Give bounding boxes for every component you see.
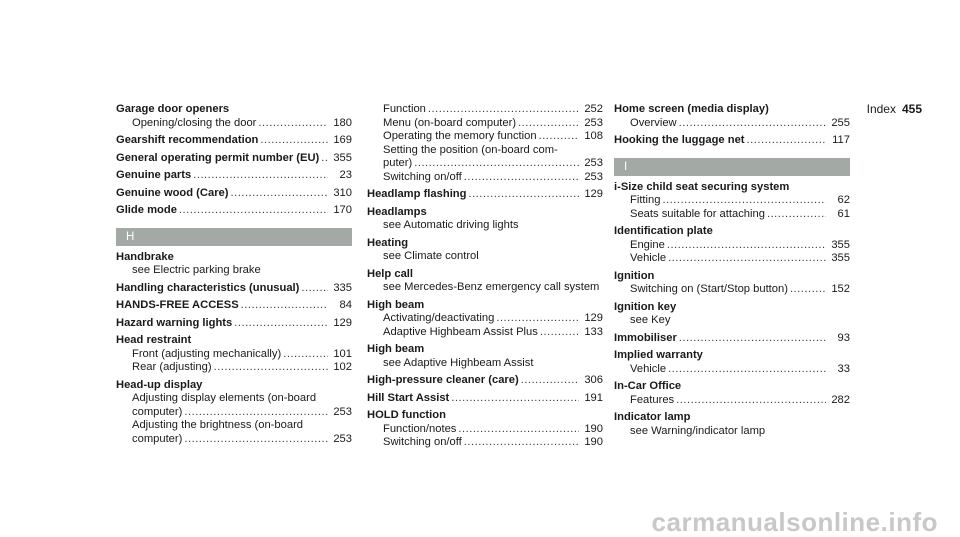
index-entry <box>116 169 352 183</box>
index-entry <box>614 332 850 346</box>
entry-label: Handling characteristics (unusual) <box>116 281 300 294</box>
page-ref[interactable]: 253 <box>333 405 352 418</box>
page-ref[interactable]: 253 <box>584 170 603 183</box>
index-entry <box>367 343 603 370</box>
page-ref[interactable]: 129 <box>333 316 352 329</box>
index-entry <box>116 379 352 447</box>
entry-label: Activating/deactivating <box>383 312 495 324</box>
entry-heading: Ignition <box>614 269 655 282</box>
index-entry <box>367 188 603 202</box>
page-ref[interactable]: 101 <box>333 347 352 360</box>
page-ref[interactable]: 170 <box>333 204 352 216</box>
entry-label: Adaptive Highbeam Assist Plus <box>383 325 538 338</box>
entry-label: Switching on/off <box>383 436 462 448</box>
entry-heading: Headlamps <box>367 205 427 218</box>
index-entry <box>367 374 603 388</box>
entry-heading: Head restraint <box>116 334 192 346</box>
section-header-i: I <box>614 158 850 176</box>
page-ref[interactable]: 191 <box>584 391 603 404</box>
index-entry <box>116 334 352 375</box>
page-ref[interactable]: 190 <box>584 422 603 435</box>
index-entry <box>367 392 603 406</box>
page-ref[interactable]: 310 <box>333 186 352 199</box>
page-ref[interactable]: 253 <box>584 157 603 169</box>
index-entry <box>614 103 850 130</box>
page-ref[interactable]: 129 <box>584 188 603 200</box>
see-reference[interactable]: see Mercedes-Benz emergency call system <box>383 281 600 293</box>
index-entry <box>116 282 352 296</box>
entry-label: Hooking the luggage net <box>614 134 745 146</box>
page-ref[interactable]: 282 <box>831 393 850 406</box>
page-ref[interactable]: 253 <box>584 116 603 129</box>
page-ref[interactable]: 129 <box>584 312 603 324</box>
page-ref[interactable]: 252 <box>584 103 603 115</box>
index-entry <box>367 206 603 233</box>
index-entry <box>614 380 850 407</box>
page-ref[interactable]: 61 <box>837 207 850 220</box>
index-column-2 <box>367 103 603 454</box>
entry-label: Headlamp flashing <box>367 188 467 200</box>
index-entry <box>614 411 850 438</box>
see-reference[interactable]: see Automatic driving lights <box>383 219 519 231</box>
index-entry <box>116 299 352 313</box>
entry-label: Fitting <box>630 194 661 206</box>
entry-heading: Head-up display <box>116 378 203 391</box>
entry-label: Opening/closing the door <box>132 116 257 129</box>
entry-label: Switching on (Start/Stop button) <box>630 283 788 295</box>
page-ref[interactable]: 355 <box>333 151 352 164</box>
page-ref[interactable]: 33 <box>837 362 850 375</box>
entry-heading: High beam <box>367 298 425 311</box>
entry-heading: Heating <box>367 236 409 249</box>
entry-label: Rear (adjusting) <box>132 361 212 373</box>
entry-label: Immobiliser <box>614 331 677 344</box>
entry-label: puter) <box>383 157 413 169</box>
entry-label: Glide mode <box>116 204 177 216</box>
index-entry <box>614 349 850 376</box>
see-reference[interactable]: see Key <box>630 314 671 326</box>
entry-label: Operating the memory function <box>383 130 537 142</box>
index-entry <box>367 409 603 450</box>
entry-heading: Indicator lamp <box>614 411 691 423</box>
page-ref[interactable]: 355 <box>831 252 850 264</box>
index-entry <box>367 299 603 340</box>
index-entry <box>614 134 850 148</box>
entry-label: Hazard warning lights <box>116 316 233 329</box>
entry-label-line: Adjusting the brightness (on-board <box>132 419 304 431</box>
entry-label: Genuine wood (Care) <box>116 186 229 199</box>
watermark: carmanualsonline.info <box>651 506 938 537</box>
entry-label-line: Adjusting display elements (on-board <box>132 392 317 404</box>
entry-label: computer) <box>132 432 183 445</box>
index-entry <box>116 134 352 148</box>
entry-heading: Handbrake <box>116 250 174 263</box>
page-ref[interactable]: 108 <box>584 130 603 142</box>
page-ref[interactable]: 306 <box>584 374 603 386</box>
entry-label: Function <box>383 103 426 115</box>
see-reference[interactable]: see Electric parking brake <box>132 264 261 276</box>
page-ref[interactable]: 335 <box>333 281 352 294</box>
page-ref[interactable]: 117 <box>832 134 850 146</box>
header-label: Index <box>866 102 896 116</box>
page-ref[interactable]: 93 <box>837 331 850 344</box>
index-column-3 <box>614 103 850 442</box>
page-ref[interactable]: 190 <box>584 436 603 448</box>
see-reference[interactable]: see Adaptive Highbeam Assist <box>383 356 534 369</box>
page-ref[interactable]: 23 <box>339 169 352 181</box>
index-entry <box>116 152 352 166</box>
entry-heading: In-Car Office <box>614 380 682 392</box>
page-ref[interactable]: 255 <box>831 116 850 129</box>
entry-label: Engine <box>630 238 665 251</box>
entry-label: Features <box>630 393 675 406</box>
page-ref[interactable]: 253 <box>333 432 352 445</box>
entry-label: Switching on/off <box>383 170 462 183</box>
page-ref[interactable]: 84 <box>339 299 352 311</box>
page-ref[interactable]: 180 <box>333 116 352 129</box>
entry-heading: Garage door openers <box>116 103 230 115</box>
entry-heading: High beam <box>367 343 425 355</box>
page-header <box>867 103 922 117</box>
index-entry <box>367 268 603 295</box>
entry-label-line: Setting the position (on-board com- <box>383 143 558 156</box>
entry-heading: Help call <box>367 267 414 280</box>
index-entry <box>367 237 603 264</box>
entry-label: Vehicle <box>630 362 667 375</box>
entry-heading: Home screen (media display) <box>614 103 769 115</box>
index-entry <box>614 301 850 328</box>
entry-label: Front (adjusting mechanically) <box>132 347 282 360</box>
entry-label: computer) <box>132 405 183 418</box>
index-entry <box>116 187 352 201</box>
index-entry <box>614 270 850 297</box>
entry-heading: Ignition key <box>614 300 677 313</box>
index-entry <box>116 317 352 331</box>
section-header-h: H <box>116 228 352 246</box>
entry-label: Overview <box>630 116 677 129</box>
index-entry <box>614 181 850 222</box>
entry-heading: HOLD function <box>367 409 446 421</box>
index-column-1 <box>116 103 352 450</box>
entry-label: Seats suitable for attaching <box>630 207 765 220</box>
page-ref[interactable]: 152 <box>831 283 850 295</box>
page-ref[interactable]: 62 <box>837 194 850 206</box>
page-ref[interactable]: 102 <box>333 361 352 373</box>
entry-label: Function/notes <box>383 422 457 435</box>
entry-heading: i-Size child seat securing system <box>614 180 790 193</box>
index-entry <box>116 204 352 218</box>
index-entry <box>614 225 850 266</box>
page-ref[interactable]: 169 <box>333 134 352 146</box>
see-reference[interactable]: see Climate control <box>383 250 479 262</box>
entry-label: High-pressure cleaner (care) <box>367 374 519 386</box>
entry-label: Menu (on-board computer) <box>383 116 517 129</box>
index-entry <box>116 251 352 278</box>
header-page-number: 455 <box>901 102 922 116</box>
entry-label: Genuine parts <box>116 169 192 181</box>
entry-label: Hill Start Assist <box>367 391 450 404</box>
index-entry <box>367 103 603 184</box>
page-ref[interactable]: 133 <box>584 325 603 338</box>
entry-label: Gearshift recommendation <box>116 134 259 146</box>
entry-heading: Implied warranty <box>614 349 703 361</box>
entry-heading: Identification plate <box>614 225 713 237</box>
entry-label: Vehicle <box>630 252 667 264</box>
see-reference[interactable]: see Warning/indicator lamp <box>630 424 766 437</box>
entry-label: HANDS-FREE ACCESS <box>116 299 239 311</box>
page-ref[interactable]: 355 <box>831 238 850 251</box>
index-entry <box>116 103 352 130</box>
entry-label: General operating permit number (EU) <box>116 151 320 164</box>
